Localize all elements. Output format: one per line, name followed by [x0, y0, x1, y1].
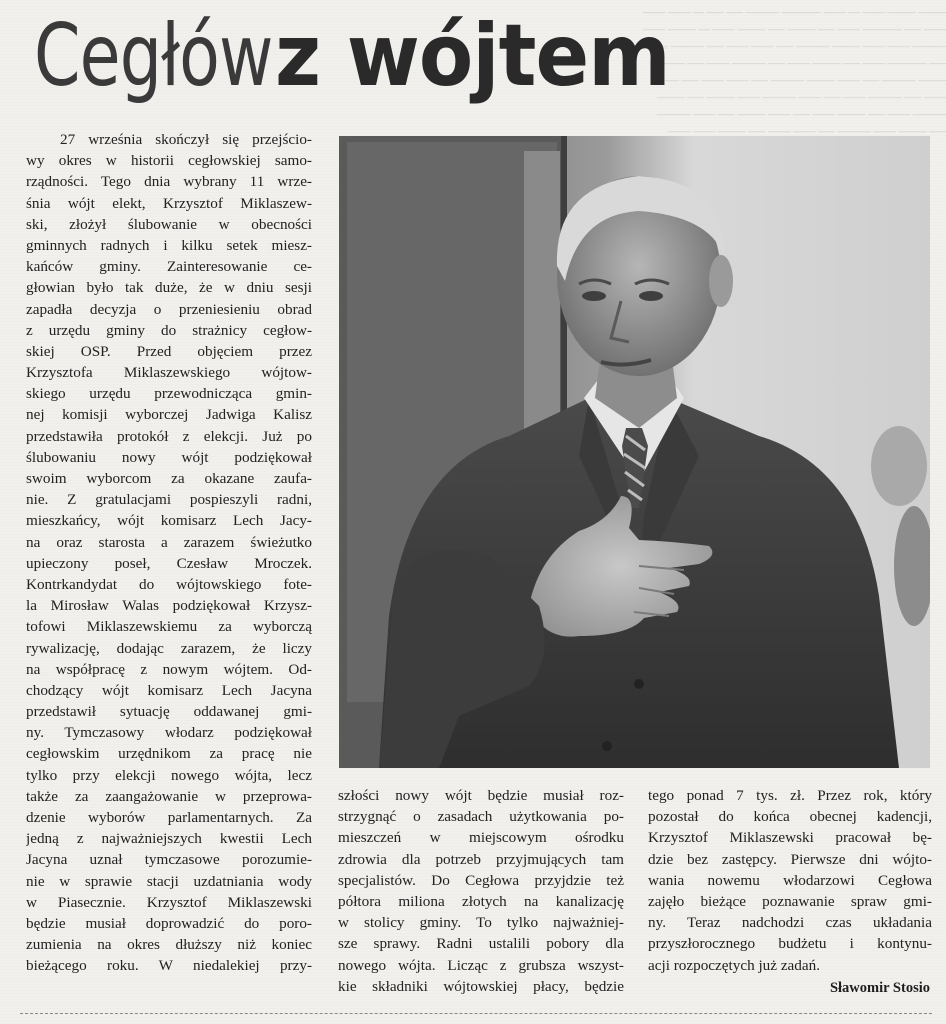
text-line: ski, złożył ślubowanie w obecności [26, 215, 312, 233]
author-signature: Sławomir Stosio [829, 980, 930, 996]
text-line: rządności. Tego dnia wybrany 11 wrze- [26, 173, 312, 191]
text-line: gminnych radnych i kilku setek miesz- [26, 236, 312, 254]
text-line: półtora miliona złotych na kanalizację [338, 892, 624, 910]
text-line: śnia wójt elekt, Krzysztof Miklaszew- [26, 194, 312, 212]
text-line: przyszłorocznego budżetu i kontynu- [648, 935, 932, 953]
text-line: wy okres w historii cegłowskiej samo- [26, 152, 312, 170]
text-line: przedstawił sytuację oddawanej gmi- [26, 703, 312, 721]
text-line: nej komisji wyborczej Jadwiga Kalisz [26, 406, 312, 424]
text-line: kie składniki wójtowskiej płacy, będzie [338, 977, 624, 995]
text-line: mieszkańcy, wójt komisarz Lech Jacy- [26, 512, 312, 530]
text-line: nie w sprawie stacji uzdatniania wody [26, 872, 312, 890]
text-line: także za zaangażowanie w przeprowa- [26, 787, 312, 805]
text-line: w Piasecznie. Krzysztof Miklaszewski [26, 893, 312, 911]
text-line: strzygnąć o zasadach użytkowania po- [338, 808, 624, 826]
text-line: Kontrkandydat do wójtowskiego fote- [26, 575, 312, 593]
text-line: będzie musiał doprowadzić do poro- [26, 914, 312, 932]
headline-light: Cegłów [34, 6, 273, 106]
text-line: na oraz starosta a zarazem świeżutko [26, 533, 312, 551]
text-line: mieszczeń w miejscowym ośrodku [338, 829, 624, 847]
text-line: dzenie wyborów parlamentarnych. Za [26, 809, 312, 826]
headline-bold: z wójtem [275, 6, 671, 106]
text-line: Jacyna uznał tymczasowe porozumie- [26, 851, 312, 869]
portrait-photo [339, 136, 930, 768]
article-column-2 [338, 785, 624, 997]
bottom-rule [20, 1013, 932, 1014]
text-line: skiej OSP. Przed objęciem przez [26, 342, 312, 360]
text-line: tylko przy elekcji nowego wójta, lecz [26, 766, 312, 784]
headline [34, 6, 934, 116]
text-line: tofowi Miklaszewskiemu za wyborczą [26, 618, 312, 636]
text-line: sze sprawy. Radni ustalili pobory dla [338, 935, 624, 953]
text-line: tego ponad 7 tys. zł. Przez rok, który [648, 787, 932, 804]
text-line: bieżącego roku. W niedalekiej przy- [26, 957, 312, 975]
text-line: kańców gminy. Zainteresowanie ce- [26, 258, 312, 276]
text-line: zajęło bieżące poznawanie spraw gmi- [648, 892, 932, 910]
text-line: specjalistów. Do Cegłowa przyjdzie też [338, 871, 624, 889]
text-line: zdrowia dla potrzeb przyjmujących tam [338, 850, 624, 868]
text-line: dzie bez zastępcy. Pierwsze dni wójto- [648, 850, 932, 868]
text-line: rywalizację, dodając zarazem, że liczy [26, 639, 312, 657]
text-line: nowego wójta. Licząc z grubsza wszyst- [338, 956, 624, 974]
text-line: acji rozpoczętych już zadań. [648, 956, 821, 974]
text-line: głowian było tak duże, że w dniu sesji [26, 279, 312, 297]
text-line: jedną z najważniejszych kwestii Lech [26, 830, 312, 848]
text-line: ślubowaniu nowy wójt podziękował [26, 448, 312, 466]
text-line: ny. Teraz nadchodzi czas układania [648, 914, 932, 932]
text-line: przedstawiła protokół z elekcji. Już po [26, 427, 312, 445]
text-line: zapadła decyzja o przeniesieniu obrad [26, 300, 312, 318]
text-line: Krzysztofa Miklaszewskiego wójtow- [26, 364, 312, 382]
text-line: 27 września skończył się przejścio- [60, 131, 312, 148]
text-line: cegłowskim urzędnikom za pracę nie [26, 745, 312, 763]
article-column-3 [648, 785, 932, 976]
text-line: skiego urzędu przewodnicząca gmin- [26, 385, 312, 403]
text-line: pozostał do końca obecnej kadencji, [648, 808, 932, 826]
text-line: chodzący wójt komisarz Lech Jacyna [26, 681, 312, 699]
text-line: szłości nowy wójt będzie musiał roz- [338, 787, 624, 804]
article-column-1 [26, 129, 312, 977]
text-line: z urzędu gminy do strażnicy cegłow- [26, 321, 312, 339]
text-line: w stolicy gminy. To tylko najważniej- [338, 914, 624, 932]
text-line: la Mirosław Walas podziękował Krzysz- [26, 597, 312, 615]
text-line: swoim wyborcom za okazane zaufa- [26, 470, 312, 487]
text-line: ny. Tymczasowy włodarz podziękował [26, 724, 312, 742]
text-line: upieczony poseł, Czesław Mroczek. [26, 554, 312, 572]
text-line: zumienia na okres dłuższy niż koniec [26, 936, 312, 954]
text-line: wania nowemu włodarzowi Cegłowa [648, 871, 932, 889]
text-line: Krzysztof Miklaszewski pracował bę- [648, 829, 932, 847]
text-line: nie. Z gratulacjami pospieszyli radni, [26, 491, 312, 509]
text-line: na współpracę z nowym wójtem. Od- [26, 660, 312, 678]
bleed-through-text: _____ _____ ____ __ ____ _______ ______ ___ ___ __ ____ ____ ____ ___ _______ ____ ___ _____ ___ _____ ____ __ _____ ____ ______ ____ ____ _____ ______ ___ ____ ____ ___ ______ ____ ___ _______ ____ ___ _____ ____ ___ ______ ____ ___ ______ _____ ______ ___ ____ _____ ______ ___ ____ ____ ___ ____ ____ ___ ______ ____ ___ ____ ______ ____ _____ ___ _____ ______ ____ ___ _____ ____ ___ ____ _____ ___ ____ ______ ___ _____ ____ ______ ___ ____ ____ ___ _____ ____ ____ [642, 3, 946, 133]
